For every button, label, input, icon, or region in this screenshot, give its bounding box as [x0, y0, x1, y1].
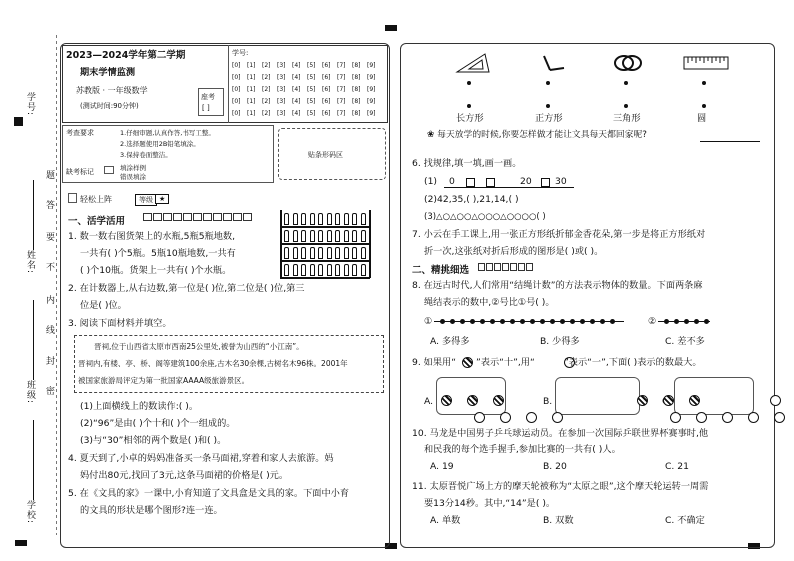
- digit-bubble[interactable]: [9]: [367, 86, 376, 93]
- q8-option-a[interactable]: A. 多得多: [430, 336, 470, 347]
- one-coin-icon: [770, 395, 781, 406]
- one-coin-icon: [526, 412, 537, 423]
- absent-checkbox[interactable]: [104, 166, 114, 174]
- score-tag: 等级: [135, 194, 157, 206]
- rope-knot: [674, 319, 679, 324]
- digit-bubble[interactable]: [2]: [262, 62, 271, 69]
- bottle-icon: [352, 247, 357, 259]
- school-underline: [33, 420, 34, 500]
- bottle-icon: [327, 213, 332, 225]
- section-2-title: 二、精挑细选: [412, 265, 470, 276]
- digit-bubble[interactable]: [8]: [352, 98, 361, 105]
- q6-sub3: (3)△○△○○△○○○△○○○○( ): [424, 212, 546, 222]
- bottle-icon: [301, 264, 306, 276]
- digit-bubble[interactable]: [1]: [247, 110, 256, 117]
- q9-option-b[interactable]: B.: [543, 396, 553, 407]
- ten-coin-icon: [663, 395, 674, 406]
- seal-char: 密: [44, 386, 54, 396]
- seal-char: 线: [44, 325, 54, 335]
- bottle-icon: [352, 264, 357, 276]
- score-cell[interactable]: [486, 263, 493, 271]
- seal-char: 封: [44, 356, 54, 366]
- rope-knot: [530, 319, 535, 324]
- rope-1-label: ①: [424, 316, 433, 327]
- bottle-icon: [293, 264, 298, 276]
- name-label: 姓名:: [25, 250, 35, 275]
- digit-bubble[interactable]: [2]: [262, 110, 271, 117]
- q9-option-a[interactable]: A.: [424, 396, 434, 407]
- digit-bubble[interactable]: [8]: [352, 110, 361, 117]
- bottle-shelf: [280, 210, 370, 278]
- bottle-icon: [293, 213, 298, 225]
- digit-bubble[interactable]: [5]: [307, 98, 316, 105]
- shelf-plank: [280, 226, 370, 228]
- q8-option-c[interactable]: C. 差不多: [665, 336, 705, 347]
- rope-knot: [490, 319, 495, 324]
- rope-knot: [704, 319, 709, 324]
- q7-line2: 折一次,这张纸对折后形成的图形是( )或( )。: [424, 246, 604, 257]
- seal-char: 不: [44, 262, 54, 272]
- bottle-icon: [284, 247, 289, 259]
- digit-bubble[interactable]: [3]: [277, 74, 286, 81]
- digit-bubble[interactable]: [4]: [292, 86, 301, 93]
- q3-sub2: (2)“96”是由( )个十和( )个一组成的。: [80, 418, 236, 429]
- digit-bubble[interactable]: [5]: [307, 74, 316, 81]
- digit-bubble[interactable]: [3]: [277, 86, 286, 93]
- exam-year: 2023—2024学年第二学期: [66, 50, 186, 61]
- digit-bubble[interactable]: [6]: [322, 74, 331, 81]
- reading-text: 晋祠,位于山西省太原市西南25公里处,被誉为山西的“小江南”。: [94, 342, 304, 351]
- notice-line: 3.保持卷面整洁。: [120, 151, 172, 159]
- q11-option-a[interactable]: A. 单数: [430, 515, 461, 526]
- score-cell[interactable]: [193, 213, 202, 221]
- bottle-icon: [344, 213, 349, 225]
- q11-option-b[interactable]: B. 双数: [543, 515, 574, 526]
- bottle-icon: [318, 230, 323, 242]
- bottle-icon: [361, 230, 366, 242]
- digit-bubble[interactable]: [3]: [277, 62, 286, 69]
- shelf-plank: [280, 277, 370, 279]
- one-coin-icon: [774, 412, 785, 423]
- one-coin-icon: [474, 412, 485, 423]
- ten-coin-icon: [467, 395, 478, 406]
- blank-square[interactable]: [466, 178, 475, 187]
- shape-label: 圆: [697, 113, 707, 124]
- q10-option-a[interactable]: A. 19: [430, 461, 454, 472]
- digit-bubble[interactable]: [7]: [337, 62, 346, 69]
- q6-sub1: (1): [424, 176, 438, 187]
- rope-knot: [684, 319, 689, 324]
- bottle-icon: [284, 213, 289, 225]
- seal-char: 题: [44, 170, 54, 180]
- rope-knot: [450, 319, 455, 324]
- dot[interactable]: [467, 104, 471, 108]
- shape-label: 三角形: [613, 113, 641, 124]
- q7-line1: 7. 小云在手工课上,用一张正方形纸折郁金香花朵,第一步是将正方形纸对: [412, 229, 706, 240]
- score-cell[interactable]: [213, 213, 222, 221]
- registration-mark: [385, 25, 397, 31]
- rope-knot: [590, 319, 595, 324]
- bottle-icon: [361, 247, 366, 259]
- bottle-icon: [318, 247, 323, 259]
- shape-label: 正方形: [535, 113, 563, 124]
- q5-line2: 的文具的形状是哪个图形?连一连。: [80, 505, 223, 516]
- digit-bubble[interactable]: [0]: [232, 98, 241, 105]
- triangle-ruler-icon: [455, 52, 491, 74]
- digit-bubble[interactable]: [4]: [292, 110, 301, 117]
- digit-bubble[interactable]: [7]: [337, 86, 346, 93]
- notice-title: 考查要求: [66, 129, 94, 137]
- q8-line1: 8. 在远古时代,人们常用“结绳计数”的方法表示物体的数量。下面两条麻: [412, 280, 703, 291]
- rope-knot: [600, 319, 605, 324]
- digit-bubble[interactable]: [1]: [247, 74, 256, 81]
- digit-bubble[interactable]: [1]: [247, 86, 256, 93]
- registration-mark: [14, 117, 23, 126]
- one-coin-icon: [748, 412, 759, 423]
- exam-edition: 苏教版 · 一年级数学: [76, 86, 148, 95]
- bottle-icon: [293, 230, 298, 242]
- name-underline: [33, 180, 34, 250]
- barcode-label: 贴条形码区: [308, 151, 343, 159]
- bottle-icon: [301, 213, 306, 225]
- bottle-icon: [301, 230, 306, 242]
- student-number-label: 学号:: [25, 92, 35, 117]
- digit-bubble[interactable]: [4]: [292, 62, 301, 69]
- q11-line2: 要13分14秒。其中,“14”是( )。: [424, 498, 556, 509]
- student-number-header: 学号:: [232, 49, 249, 57]
- bottle-icon: [310, 213, 315, 225]
- ruler-icon: [683, 56, 729, 70]
- exam-title: 期末学情监测: [80, 67, 136, 78]
- bottle-icon: [327, 247, 332, 259]
- rope-knot: [510, 319, 515, 324]
- bottle-icon: [284, 264, 289, 276]
- ten-symbol-icon: [462, 357, 473, 368]
- digit-bubble[interactable]: [3]: [277, 110, 286, 117]
- rope-knot: [580, 319, 585, 324]
- section-1-title: 一、活学活用: [68, 216, 126, 227]
- digit-bubble[interactable]: [0]: [232, 74, 241, 81]
- shape-label: 长方形: [456, 113, 484, 124]
- header-divider: [228, 45, 229, 123]
- shelf-post: [369, 210, 371, 278]
- digit-bubble[interactable]: [0]: [232, 110, 241, 117]
- q1-line2: 一共有( )个5瓶。5瓶10瓶地数,一共有: [80, 248, 236, 259]
- bottle-icon: [318, 264, 323, 276]
- digit-bubble[interactable]: [5]: [307, 62, 316, 69]
- rope-knot: [500, 319, 505, 324]
- dot[interactable]: [546, 81, 550, 85]
- score-cell[interactable]: [510, 263, 517, 271]
- q10-option-b[interactable]: B. 20: [543, 461, 567, 472]
- one-coin-icon: [722, 412, 733, 423]
- bottle-icon: [335, 230, 340, 242]
- score-cell[interactable]: [502, 263, 509, 271]
- num-0: 0: [449, 176, 455, 187]
- digit-bubble[interactable]: [2]: [262, 74, 271, 81]
- bottle-icon: [335, 213, 340, 225]
- class-underline: [33, 300, 34, 380]
- q6-sub2: (2)42,35,( ),21,14,( ): [424, 194, 519, 205]
- ten-coin-icon: [637, 395, 648, 406]
- sample-label: 填涂样例: [120, 164, 146, 172]
- rope-knot: [470, 319, 475, 324]
- rope-knot: [664, 319, 669, 324]
- q9-line-c: ”表示“一”,下面( )表示的数最大。: [564, 357, 702, 368]
- score-cell[interactable]: [494, 263, 501, 271]
- score-cell[interactable]: [478, 263, 485, 271]
- digit-bubble[interactable]: [7]: [337, 74, 346, 81]
- registration-mark: [15, 540, 27, 546]
- score-cell[interactable]: [223, 213, 232, 221]
- bottle-icon: [310, 230, 315, 242]
- q2-line1: 2. 在计数器上,从右边数,第一位是( )位,第二位是( )位,第三: [68, 283, 305, 294]
- ten-coin-icon: [493, 395, 504, 406]
- eraser-rings-icon: [613, 52, 643, 74]
- score-cell[interactable]: [153, 213, 162, 221]
- rope-knot: [540, 319, 545, 324]
- score-cell[interactable]: [203, 213, 212, 221]
- rope-knot: [480, 319, 485, 324]
- bottle-icon: [293, 247, 298, 259]
- q4-line2: 妈付出80元,找回了3元,这条马面裙的价格是( )元。: [80, 470, 289, 481]
- seat-number: [ ]: [202, 104, 210, 112]
- digit-bubble[interactable]: [5]: [307, 86, 316, 93]
- q9-line-a: 9. 如果用“: [412, 357, 457, 368]
- ten-coin-icon: [441, 395, 452, 406]
- digit-bubble[interactable]: [6]: [322, 110, 331, 117]
- q9-option-c-box[interactable]: [674, 377, 754, 415]
- digit-bubble[interactable]: [9]: [367, 98, 376, 105]
- bottle-icon: [344, 230, 349, 242]
- class-label: 班级:: [25, 380, 35, 405]
- section-tab-icon: [68, 193, 77, 203]
- digit-bubble[interactable]: [1]: [247, 98, 256, 105]
- digit-bubble[interactable]: [2]: [262, 86, 271, 93]
- bottle-icon: [327, 230, 332, 242]
- notice-line: 2.选择题使用2B铅笔填涂。: [120, 140, 200, 148]
- q3-title: 3. 阅读下面材料并填空。: [68, 318, 172, 329]
- one-coin-icon: [552, 412, 563, 423]
- num-20: 20: [520, 176, 532, 187]
- q11-line1: 11. 太原晋悦广场上方的摩天轮被称为“太原之眼”,这个摩天轮运转一周需: [412, 481, 709, 492]
- q8-option-b[interactable]: B. 少得多: [540, 336, 580, 347]
- q9-line-b: ”表示“十”,用“: [476, 357, 535, 368]
- digit-bubble[interactable]: [0]: [232, 62, 241, 69]
- digit-bubble[interactable]: [4]: [292, 74, 301, 81]
- score-cell[interactable]: [183, 213, 192, 221]
- number-line: [444, 187, 574, 188]
- dot[interactable]: [702, 81, 706, 85]
- blank-square[interactable]: [541, 178, 550, 187]
- seal-line: [56, 35, 57, 535]
- digit-bubble[interactable]: [6]: [322, 86, 331, 93]
- score-cell[interactable]: [243, 213, 252, 221]
- bottle-icon: [335, 247, 340, 259]
- digit-bubble[interactable]: [6]: [322, 62, 331, 69]
- score-cell[interactable]: [163, 213, 172, 221]
- q11-option-c[interactable]: C. 不确定: [665, 515, 705, 526]
- section-tab: 轻松上阵: [80, 195, 112, 204]
- digit-bubble[interactable]: [4]: [292, 98, 301, 105]
- q9-option-b-box[interactable]: [555, 377, 640, 415]
- wrong-label: 错误填涂: [120, 173, 146, 181]
- absent-label: 缺考标记: [66, 168, 94, 176]
- q4-line1: 4. 夏天到了,小卓的妈妈准备买一条马面裙,穿着和家人去旅游。妈: [68, 453, 334, 464]
- q3-sub3: (3)与“30”相邻的两个数是( )和( )。: [80, 435, 227, 446]
- one-coin-icon: [670, 412, 681, 423]
- ten-coin-icon: [689, 395, 700, 406]
- rope-2-label: ②: [648, 316, 657, 327]
- digit-bubble[interactable]: [5]: [307, 110, 316, 117]
- bottle-icon: [301, 247, 306, 259]
- q1-line1: 1. 数一数右图货架上的水瓶,5瓶5瓶地数,: [68, 231, 236, 242]
- rope-knot: [520, 319, 525, 324]
- bottle-icon: [318, 213, 323, 225]
- digit-bubble[interactable]: [3]: [277, 98, 286, 105]
- q6-title: 6. 找规律,填一填,画一画。: [412, 158, 522, 169]
- bottle-icon: [352, 213, 357, 225]
- bottle-icon: [361, 213, 366, 225]
- dot[interactable]: [702, 104, 706, 108]
- bottle-icon: [327, 264, 332, 276]
- dot[interactable]: [624, 81, 628, 85]
- bottle-icon: [361, 264, 366, 276]
- q5-line1: 5. 在《文具的家》一课中,小育知道了文具盒是文具的家。下面中小育: [68, 488, 350, 499]
- rope-knot: [610, 319, 615, 324]
- num-30: 30: [555, 176, 567, 187]
- q3-sub1: (1)上面横线上的数读作:( )。: [80, 401, 199, 412]
- score-row: [143, 213, 252, 221]
- answer-line: [700, 141, 760, 142]
- bottle-icon: [344, 264, 349, 276]
- q2-line2: 位是( )位。: [80, 300, 127, 311]
- shelf-post: [280, 210, 282, 278]
- exam-time: (测试时间:90分钟): [80, 102, 139, 110]
- digit-bubble[interactable]: [2]: [262, 98, 271, 105]
- rope-knot: [560, 319, 565, 324]
- bottle-icon: [310, 247, 315, 259]
- bottle-icon: [344, 247, 349, 259]
- score-row: [478, 263, 533, 271]
- digit-bubble[interactable]: [8]: [352, 74, 361, 81]
- dot[interactable]: [546, 104, 550, 108]
- score-cell[interactable]: [518, 263, 525, 271]
- q10-line2: 和民我的每个选手握手,参加比赛的一共有( )人。: [424, 444, 621, 455]
- star-tag: ★: [155, 194, 169, 204]
- digit-bubble[interactable]: [8]: [352, 62, 361, 69]
- school-label: 学校:: [25, 500, 35, 525]
- score-cell[interactable]: [233, 213, 242, 221]
- seat-label: 座考: [201, 93, 215, 101]
- digit-bubble[interactable]: [7]: [337, 110, 346, 117]
- score-cell[interactable]: [526, 263, 533, 271]
- reading-text: 晋祠内,有楼、亭、桥、阁等建筑100余座,古木名30余棵,古树名木96株。2001年: [78, 359, 348, 368]
- shelf-plank: [280, 260, 370, 262]
- score-cell[interactable]: [143, 213, 152, 221]
- digit-bubble[interactable]: [9]: [367, 62, 376, 69]
- reading-text: 被国家旅游局评定为第一批国家AAAA级旅游景区。: [78, 376, 250, 385]
- score-cell[interactable]: [173, 213, 182, 221]
- one-coin-icon: [696, 412, 707, 423]
- dot[interactable]: [624, 104, 628, 108]
- q1-line3: ( )个10瓶。货架上一共有( )个水瓶。: [80, 265, 232, 276]
- digit-bubble[interactable]: [9]: [367, 110, 376, 117]
- rope-knot: [440, 319, 445, 324]
- rope-knot: [550, 319, 555, 324]
- seal-char: 内: [44, 295, 54, 305]
- seal-char: 答: [44, 200, 54, 210]
- rope-knot: [694, 319, 699, 324]
- rope-knot: [570, 319, 575, 324]
- one-coin-icon: [500, 412, 511, 423]
- q10-line1: 10. 马龙是中国男子乒乓球运动员。在参加一次国际乒联世界杯赛事时,他: [412, 428, 709, 439]
- q8-line2: 绳结表示的数中,②号比①号( )。: [424, 297, 555, 308]
- bottle-icon: [335, 264, 340, 276]
- digit-bubble[interactable]: [0]: [232, 86, 241, 93]
- notice-line: 1.仔细审题,认真作答,书写工整。: [120, 129, 215, 137]
- digit-bubble[interactable]: [1]: [247, 62, 256, 69]
- digit-bubble[interactable]: [8]: [352, 86, 361, 93]
- digit-bubble[interactable]: [6]: [322, 98, 331, 105]
- bottle-icon: [284, 230, 289, 242]
- shelf-plank: [280, 243, 370, 245]
- digit-bubble[interactable]: [7]: [337, 98, 346, 105]
- digit-bubble[interactable]: [9]: [367, 74, 376, 81]
- q10-option-c[interactable]: C. 21: [665, 461, 689, 472]
- bottle-icon: [352, 230, 357, 242]
- seal-char: 要: [44, 232, 54, 242]
- bottle-icon: [310, 264, 315, 276]
- rope-knot: [460, 319, 465, 324]
- pencil-icon: [540, 52, 566, 74]
- blank-square[interactable]: [486, 178, 495, 187]
- tip-text: ❀ 每天放学的时候,你要怎样做才能让文具每天都回家呢?: [427, 130, 647, 140]
- dot[interactable]: [467, 81, 471, 85]
